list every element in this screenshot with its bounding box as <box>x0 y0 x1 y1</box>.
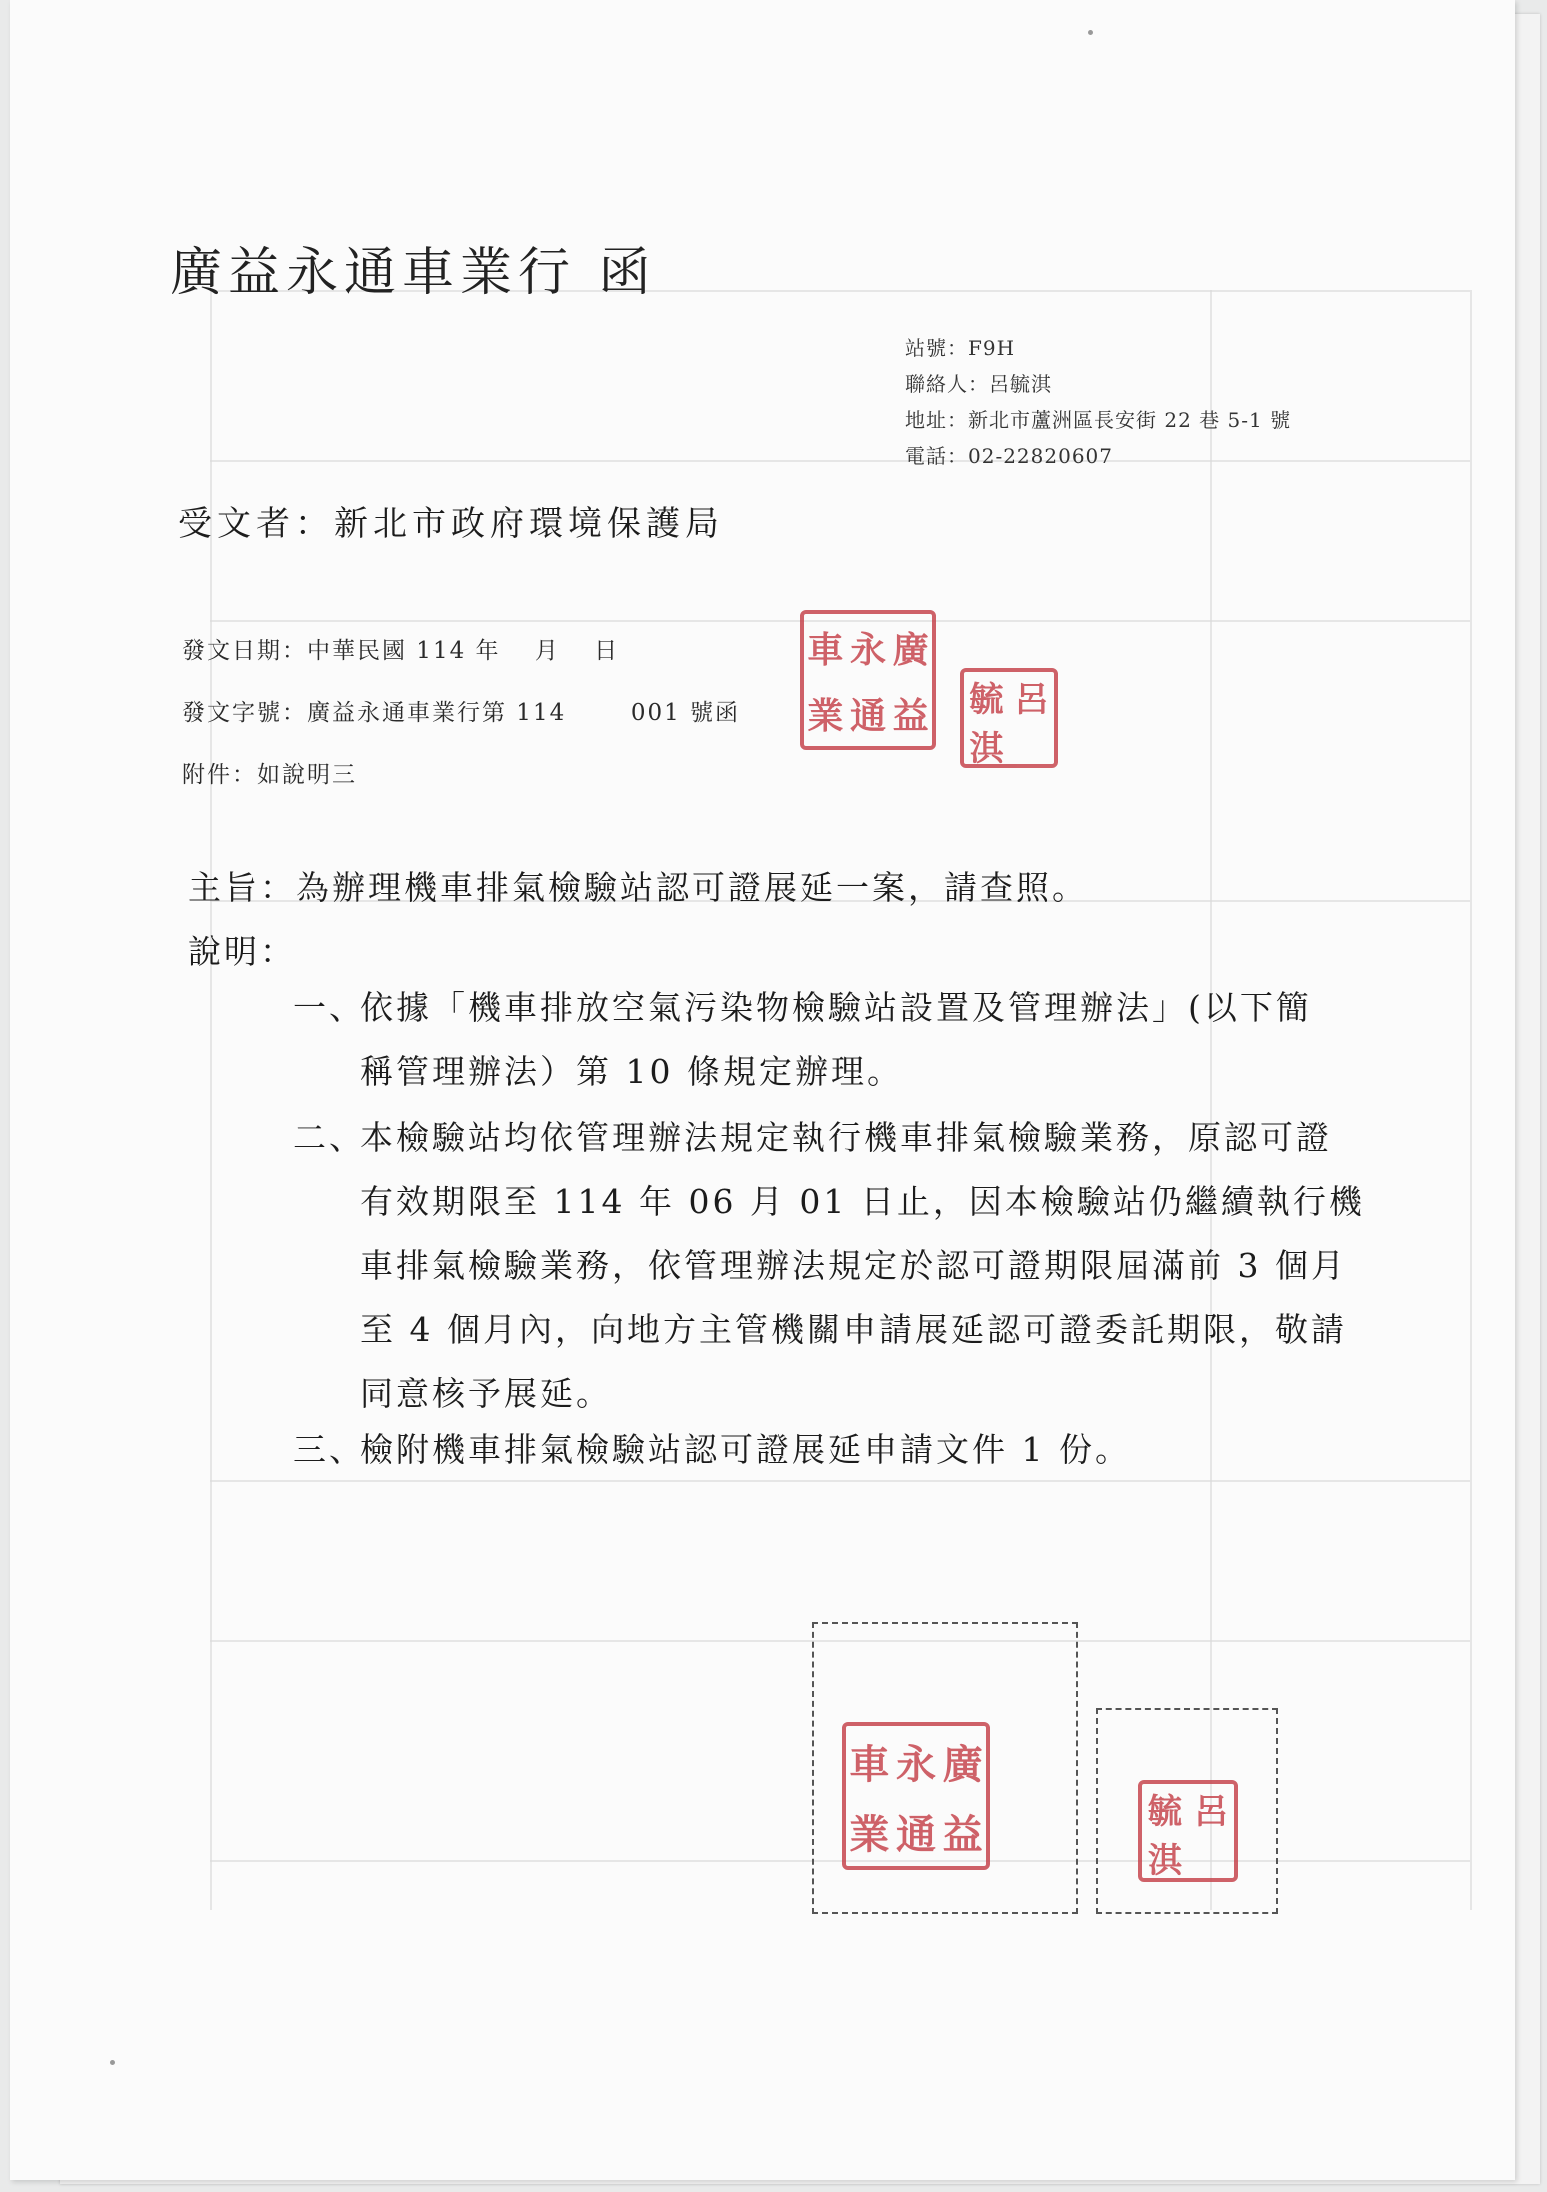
seal-char: 業 <box>807 694 844 737</box>
item-marker: 三、 <box>293 1430 365 1469</box>
seal-char: 淇 <box>969 729 1004 769</box>
paper-speck <box>1088 30 1093 35</box>
item-line: 稱管理辦法）第 10 條規定辦理。 <box>360 1052 903 1091</box>
paper-speck <box>110 2060 115 2065</box>
seal-char: 永 <box>895 1740 936 1788</box>
seal-char: 通 <box>849 694 886 737</box>
issue-number <box>182 694 740 727</box>
item-marker: 二、 <box>293 1118 365 1157</box>
item-line: 依據「機車排放空氣污染物檢驗站設置及管理辦法」(以下簡 <box>360 988 1312 1027</box>
seal-char: 車 <box>849 1740 890 1788</box>
item-line: 車排氣檢驗業務，依管理辦法規定於認可證期限屆滿前 3 個月 <box>360 1246 1347 1285</box>
ghost-line <box>1470 290 1472 1910</box>
personal-seal-lower <box>1138 1780 1238 1882</box>
seal-char <box>1009 721 1054 770</box>
station-number: 站號：F9H <box>905 336 1016 360</box>
seal-char <box>1188 1833 1234 1882</box>
personal-seal <box>960 668 1058 768</box>
issue-number-prefix: 發文字號：廣益永通車業行第 114 <box>182 700 567 726</box>
seal-char: 呂 <box>1014 680 1049 720</box>
seal-char: 車 <box>807 628 844 671</box>
contact-address: 地址：新北市蘆洲區長安街 22 巷 5-1 號 <box>905 408 1292 432</box>
issue-number-suffix: 001 號函 <box>630 700 741 726</box>
item-line: 檢附機車排氣檢驗站認可證展延申請文件 1 份。 <box>360 1430 1131 1469</box>
recipient: 受文者：新北市政府環境保護局 <box>178 504 724 544</box>
seal-char: 毓 <box>969 680 1004 720</box>
item-line: 至 4 個月內，向地方主管機關申請展延認可證委託期限，敬請 <box>360 1310 1347 1349</box>
seal-char: 呂 <box>1194 1792 1228 1832</box>
contact-person: 聯絡人：呂毓淇 <box>905 372 1052 396</box>
item-marker: 一、 <box>293 988 365 1027</box>
seal-char: 永 <box>849 628 886 671</box>
subject: 主旨：為辦理機車排氣檢驗站認可證展延一案，請查照。 <box>188 868 1088 907</box>
item-line: 同意核予展延。 <box>360 1374 612 1413</box>
company-seal <box>800 610 936 750</box>
item-line: 本檢驗站均依管理辦法規定執行機車排氣檢驗業務，原認可證 <box>360 1118 1332 1157</box>
seal-char: 淇 <box>1148 1841 1182 1881</box>
company-seal-lower <box>842 1722 990 1870</box>
letter-page <box>10 0 1515 2180</box>
explanation-label: 說明： <box>188 932 296 971</box>
seal-char: 益 <box>942 1810 983 1858</box>
seal-char: 益 <box>892 694 929 737</box>
attachment: 附件：如說明三 <box>182 762 357 788</box>
seal-char: 業 <box>849 1810 890 1858</box>
ghost-line <box>1210 290 1212 1910</box>
seal-char: 毓 <box>1148 1792 1182 1832</box>
contact-phone: 電話：02-22820607 <box>905 444 1114 468</box>
seal-char: 廣 <box>942 1740 983 1788</box>
item-line: 有效期限至 114 年 06 月 01 日止，因本檢驗站仍繼續執行機 <box>360 1182 1365 1221</box>
letter-title: 廣益永通車業行 函 <box>170 243 657 303</box>
ghost-line <box>210 460 1470 462</box>
issue-date: 發文日期：中華民國 114 年 月 日 <box>182 638 620 664</box>
seal-char: 廣 <box>892 628 929 671</box>
seal-char: 通 <box>895 1810 936 1858</box>
